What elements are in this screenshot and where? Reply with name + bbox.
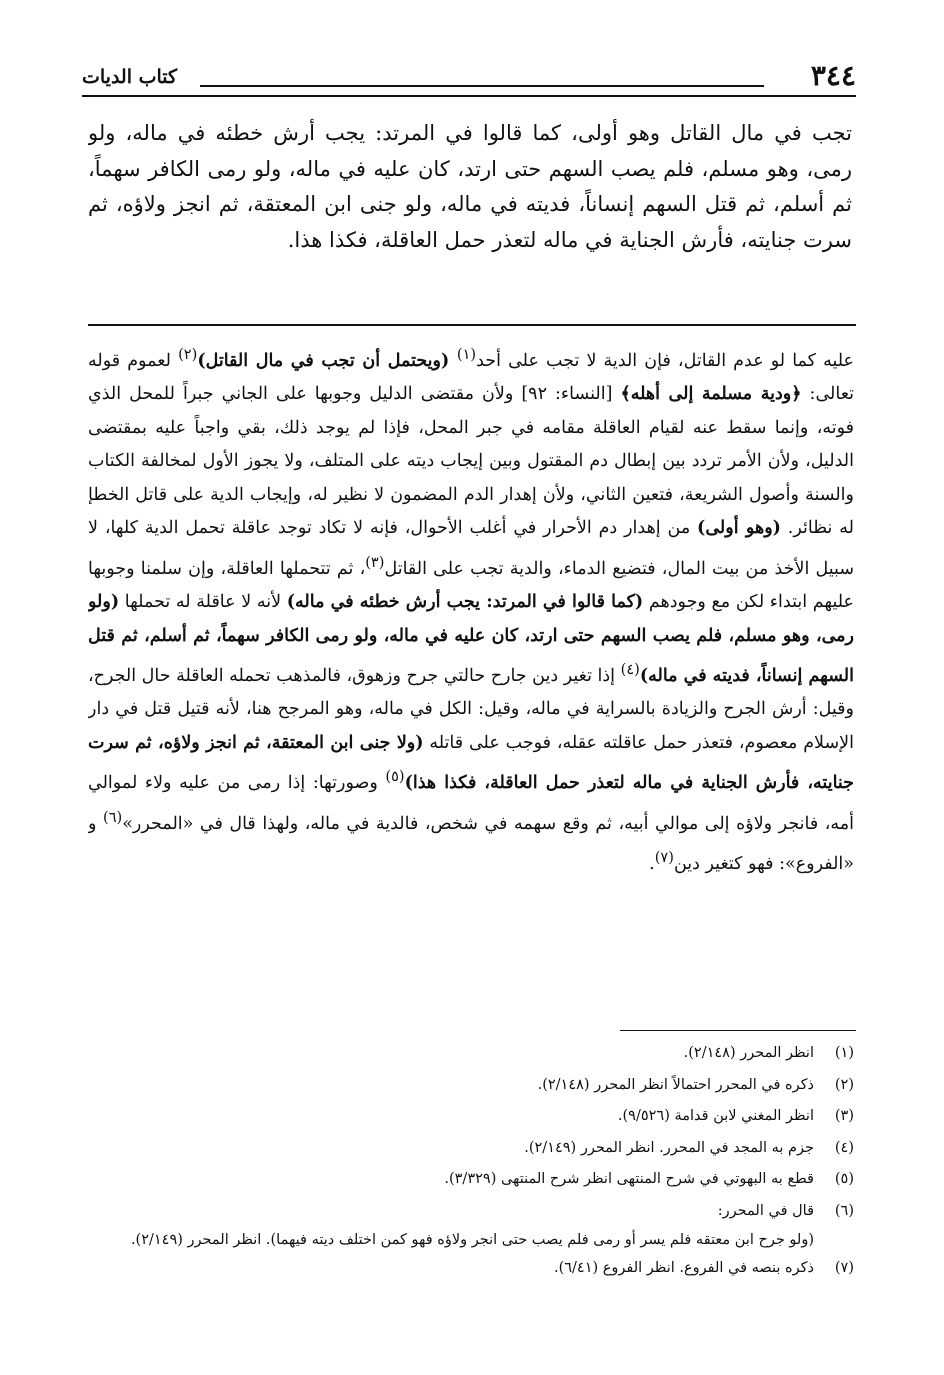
matn-quote: (كما قالوا في المرتد: يجب أرش خطئه في ماله) [286, 592, 644, 613]
footnote-text: ذكره بنصه في الفروع. انظر الفروع (٦/٤١). [553, 1260, 814, 1276]
footnote-ref: (٣) [365, 553, 385, 571]
running-title: كتاب الديات [82, 66, 178, 88]
matn-quote: (وهو أولى) [697, 518, 781, 539]
footnote-mark: (٤) [834, 1139, 854, 1156]
footnote-item [88, 1164, 854, 1196]
footnote-ref: (٧) [654, 849, 674, 867]
commentary-text [88, 338, 854, 1018]
page-header [82, 60, 856, 92]
commentary-run: و «الفروع»: فهو كتغير دين [88, 813, 854, 874]
matn-quote: (ويحتمل أن تجب في مال القاتل) [197, 350, 457, 371]
commentary-run: عليه كما لو عدم القاتل، فإن الدية لا تجب على أحد [476, 350, 854, 371]
commentary-run: لعموم قوله تعالى: [88, 350, 854, 405]
matn-quote: (ولا جنى ابن المعتقة، ثم انجز ولاؤه، ثم سرت جنايته، فأرش الجناية في ماله لتعذر حمل العاقلة، فكذا هذا) [88, 732, 854, 794]
footnote-ref: (٤) [620, 661, 640, 679]
footnote-mark: (٧) [834, 1260, 854, 1276]
commentary-run: ، ثم تتحملها العاقلة، وإن سلمنا وجوبها عليهم ابتداء لكن مع وجودهم [88, 558, 854, 613]
footnote-item [88, 1070, 854, 1102]
commentary-run: لأنه لا عاقلة له تحملها [119, 592, 287, 613]
footnote-text: قطع به البهوتي في شرح المنتهى انظر شرح المنتهى (٣/٣٢٩). [444, 1171, 814, 1187]
section-divider [88, 324, 856, 326]
footnote-ref: (٦) [103, 808, 123, 826]
footnote-rule [620, 1030, 856, 1031]
footnote-item [88, 1196, 854, 1228]
footnote-text: قال في المحرر: [717, 1202, 814, 1219]
footnote-mark: (٥) [834, 1171, 854, 1187]
footnotes [88, 1038, 854, 1285]
footnote-item [88, 1101, 854, 1133]
commentary-run: من إهدار دم الأحرار في أغلب الأحوال، فإنه لا تكاد توجد عاقلة تحمل الدية كلها، لا سبيل الأخذ من بيت المال، فتضيع الدماء، والدية تجب على القاتل [88, 518, 854, 579]
commentary-run: . [649, 853, 655, 874]
footnote-ref: (٢) [178, 346, 198, 363]
footnote-mark: (٦) [834, 1202, 854, 1219]
footnote-text: انظر المحرر (٢/١٤٨). [683, 1045, 814, 1061]
header-rule [82, 95, 856, 97]
commentary-run: [النساء: ٩٢] ولأن مقتضى الدليل وجوبها على الجاني جبراً للمحل الذي فوته، وإنما سقط عنه لقيام العاقلة مقامه في جبر المحل، فإذا لم يوجد ذلك، بقي واجباً عليه بمقتضى الدليل، ولأن الأمر تردد بين إبطال دم المقتول وبين إيجاب ديته على المتلف، ولا يجوز الأول لمخالفة الكتاب والسنة وأصول الشريعة، فتعين الثاني، ولأن إهدار الدم المضمون لا نظير له، وإيجاب الدية على قاتل الخطإ له نظائر. [88, 384, 854, 539]
footnote-mark: (١) [834, 1045, 854, 1061]
footnote-item [88, 1253, 854, 1285]
footnote-item [88, 1133, 854, 1165]
footnote-text: انظر المغني لابن قدامة (٩/٥٢٦). [617, 1108, 814, 1124]
footnote-ref: (٥) [385, 768, 405, 786]
footnote-text: جزم به المجد في المحرر. انظر المحرر (٢/١٤٩). [524, 1139, 814, 1156]
commentary-paragraph [88, 338, 854, 881]
matn-quote: (ولو رمى، وهو مسلم، فلم يصب السهم حتى ارتد، كان عليه في ماله، ولو رمى الكافر سهماً، ثم أسلم، ثم قتل السهم إنساناً، فديته في ماله) [88, 592, 854, 686]
footnote-item [88, 1038, 854, 1070]
footnote-ref: (١) [456, 346, 477, 363]
footnote-text: ذكره في المحرر احتمالاً انظر المحرر (٢/١٤٨). [537, 1076, 814, 1093]
page-number: ٣٤٤ [810, 59, 856, 92]
footnote-mark: (٣) [834, 1108, 854, 1124]
quran-verse: ﴿ودية مسلمة إلى أهله﴾ [620, 384, 802, 405]
footnote-continuation [88, 1227, 854, 1253]
commentary-run: وصورتها: إذا رمى من عليه ولاء لموالي أمه، فانجر ولاؤه إلى موالي أبيه، ثم وقع سهمه في شخص، فالدية في ماله، ولهذا قال في «المحرر» [88, 773, 854, 834]
footnote-mark: (٢) [834, 1076, 854, 1093]
main-text: تجب في مال القاتل وهو أولى، كما قالوا في المرتد: يجب أرش خطئه في ماله، ولو رمى، وهو مسلم، فلم يصب السهم حتى ارتد، كان عليه في ماله، ولو رمى الكافر سهماً، ثم أسلم، ثم قتل السهم إنساناً، فديته في ماله، ولو جنى ابن المعتقة، ثم انجز ولاؤه، ثم سرت جنايته، فأرش الجناية في ماله لتعذر حمل العاقلة، فكذا هذا. [88, 121, 852, 252]
header-line [200, 85, 764, 87]
commentary-run: إذا تغير دين جارح حالتي جرح وزهوق، فالمذهب تحمله العاقلة حال الجرح، وقيل: أرش الجرح والزيادة بالسراية في ماله، وقيل: الكل في ماله، وهو المرجح هنا، لأنه قتيل قتل في دار الإسلام معصوم، فتعذر حمل عاقلته عقله، فوجب على قاتله [88, 665, 854, 753]
footnote-quote-text: (ولو جرح ابن معتقه فلم يسر أو رمى فلم يصب حتى انجر ولاؤه فهو كمن اختلف ديته فيهما). انظر المحرر (٢/١٤٩). [130, 1232, 814, 1248]
